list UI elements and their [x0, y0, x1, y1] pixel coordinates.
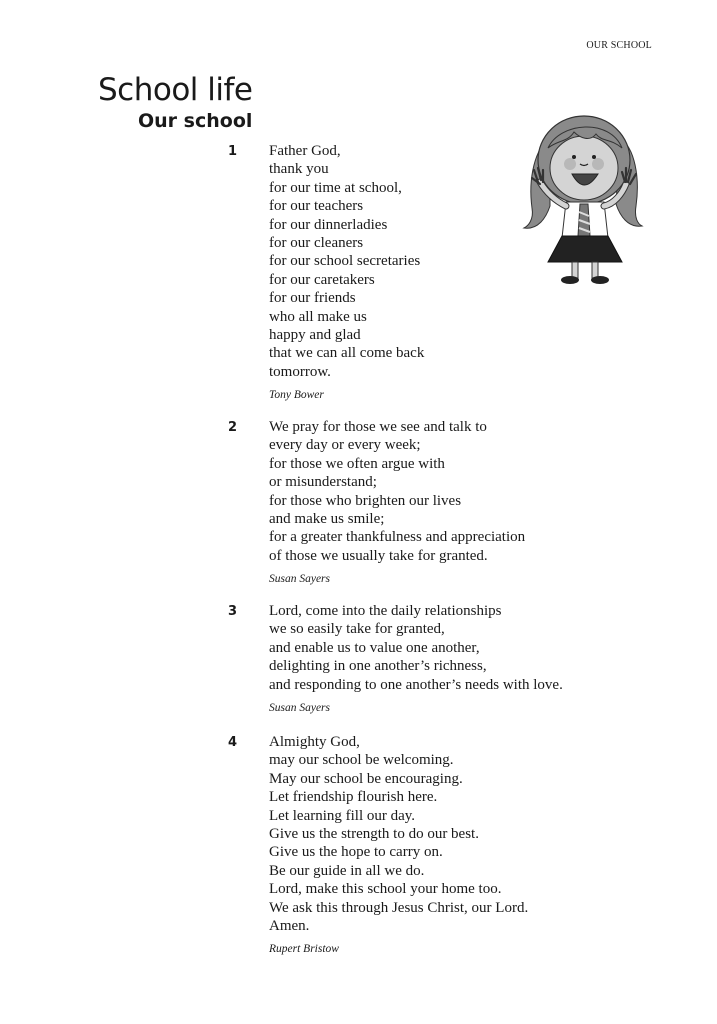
- prayer-line: We pray for those we see and talk to: [269, 419, 487, 435]
- prayer-line: for our caretakers: [269, 271, 375, 288]
- prayer-line: delighting in one another’s richness,: [269, 658, 487, 675]
- prayer-text: [269, 418, 629, 585]
- prayer-author: Susan Sayers: [269, 702, 331, 715]
- prayer-line: may our school be welcoming.: [269, 752, 454, 769]
- prayer-line: Almighty God,: [269, 734, 360, 750]
- prayer-author: Tony Bower: [269, 389, 324, 402]
- prayer-line: Lord, come into the daily relationships: [269, 603, 502, 619]
- prayer-line: Let friendship flourish here.: [269, 789, 438, 806]
- prayer-line: and make us smile;: [269, 511, 385, 528]
- prayer-text: [269, 733, 629, 955]
- prayer-line: for those we often argue with: [269, 455, 445, 472]
- prayer-number: 4: [228, 735, 238, 750]
- prayer-line: for our dinnerladies: [269, 216, 388, 233]
- prayer-author: Susan Sayers: [269, 573, 331, 586]
- prayer-line: who all make us: [269, 308, 367, 325]
- prayer-line: We ask this through Jesus Christ, our Lord.: [269, 899, 529, 916]
- prayer-line: happy and glad: [269, 327, 361, 344]
- prayer-line: Lord, make this school your home too.: [269, 881, 502, 898]
- prayer-line: for our school secretaries: [269, 253, 421, 270]
- running-head: OUR SCHOOL: [586, 40, 652, 51]
- prayer-line: Father God,: [269, 143, 341, 159]
- prayer-line: for our cleaners: [269, 235, 364, 252]
- prayer-line: Be our guide in all we do.: [269, 862, 425, 879]
- prayer-number: 3: [228, 604, 238, 619]
- subsection-title: Our school: [138, 110, 253, 132]
- prayer-line: and enable us to value one another,: [269, 639, 480, 656]
- prayer-line: for our friends: [269, 290, 356, 307]
- prayer-line: and responding to one another’s needs with love.: [269, 676, 563, 693]
- prayer-line: we so easily take for granted,: [269, 621, 445, 638]
- prayer-line: Give us the hope to carry on.: [269, 844, 443, 861]
- prayer-line: for a greater thankfulness and appreciation: [269, 529, 526, 546]
- prayer-line: Let learning fill our day.: [269, 807, 416, 824]
- prayer-line: for those who brighten our lives: [269, 492, 462, 509]
- prayer-line: or misunderstand;: [269, 474, 377, 491]
- prayer-line: that we can all come back: [269, 345, 425, 362]
- prayer-line: Give us the strength to do our best.: [269, 826, 479, 843]
- prayer-line: every day or every week;: [269, 437, 421, 454]
- prayer-line: for our time at school,: [269, 179, 402, 196]
- prayer-text: [269, 602, 629, 714]
- prayer-line: for our teachers: [269, 198, 364, 215]
- prayer-number: 2: [228, 420, 238, 435]
- prayer-line: of those we usually take for granted.: [269, 547, 488, 564]
- prayer-line: thank you: [269, 161, 329, 178]
- prayer-line: Amen.: [269, 918, 310, 935]
- prayer-line: tomorrow.: [269, 363, 331, 380]
- section-title: School life: [98, 72, 253, 108]
- prayer-number: 1: [228, 144, 238, 159]
- prayer-line: May our school be encouraging.: [269, 770, 463, 787]
- prayer-author: Rupert Bristow: [269, 943, 339, 956]
- prayer-text: [269, 142, 629, 401]
